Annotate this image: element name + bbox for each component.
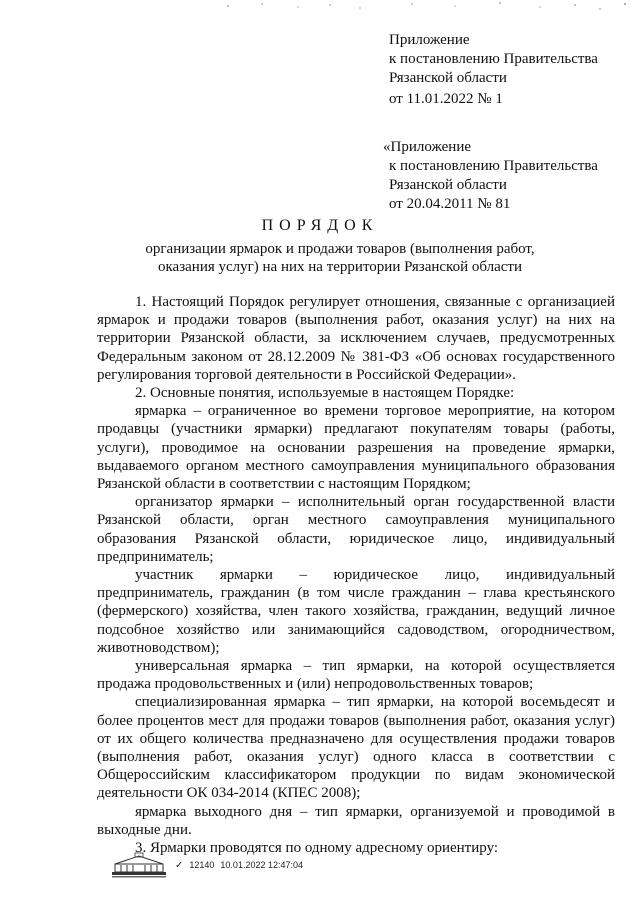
- document-body: [97, 293, 615, 857]
- appendix-current-line2: к постановлению Правительства: [389, 51, 598, 67]
- appendix-current-line3: Рязанской области: [389, 70, 507, 86]
- appendix-current-line4: от 11.01.2022 № 1: [389, 91, 503, 107]
- stamp-mark: ✓: [175, 859, 184, 871]
- subtitle-line2: оказания услуг) на них на территории Рязанской области: [157, 259, 522, 275]
- stamp-number: 12140: [189, 860, 215, 870]
- definition-organizer: организатор ярмарки – исполнительный орган государственной власти Рязанской области, орган местного самоуправления муниципального образования Рязанской области, юридическое лицо, индивидуальный предприниматель;: [97, 494, 615, 565]
- paragraph-1: 1. Настоящий Порядок регулирует отношения, связанные с организацией ярмарок и продажи товаров (выполнения работ, оказания услуг) на них на территории Рязанской области, за исключением случаев, предусмотренных Федеральным законом от 28.12.2009 № 381-ФЗ «Об основах государственного регулирования торговой деятельности в Российской Федерации».: [97, 294, 615, 383]
- appendix-original-line2: к постановлению Правительства: [389, 158, 598, 174]
- definition-participant: участник ярмарки – юридическое лицо, индивидуальный предприниматель, гражданин (в том числе гражданин – глава крестьянского (фермерского) хозяйства, член такого хозяйства, гражданин, ведущий личное подсобное хозяйство или занимающийся садоводством, огородничеством, животноводством);: [97, 567, 615, 656]
- registration-stamp: [111, 852, 303, 878]
- paragraph-3: 3. Ярмарки проводятся по одному адресному ориентиру:: [135, 840, 499, 857]
- appendix-original-line1: «Приложение: [383, 139, 472, 155]
- definition-weekend-fair: ярмарка выходного дня – тип ярмарки, организуемой и проводимой в выходные дни.: [97, 803, 615, 838]
- subtitle-line1: организации ярмарок и продажи товаров (выполнения работ,: [145, 241, 535, 257]
- definition-universal-fair: универсальная ярмарка – тип ярмарки, на которой осуществляется продажа продовольственных и (или) непродовольственных товаров;: [97, 658, 615, 693]
- appendix-current-line1: Приложение: [389, 32, 470, 48]
- appendix-original-line3: Рязанской области: [389, 177, 507, 193]
- paragraph-2: 2. Основные понятия, используемые в настоящем Порядке:: [135, 385, 515, 402]
- document-subtitle: [0, 240, 640, 276]
- appendix-original: [383, 138, 598, 214]
- appendix-original-line4: от 20.04.2011 № 81: [389, 196, 511, 212]
- stamp-datetime: 10.01.2022 12:47:04: [220, 860, 303, 870]
- definition-specialized-fair: специализированная ярмарка – тип ярмарки, на которой восемьдесят и более процентов мест для продажи товаров (выполнения работ, оказания услуг) от их общего количества предназначено для осуществления продажи товаров (выполнения работ, оказания услуг) одного класса в соответствии с Общероссийским классификатором продукции по видам экономической деятельности ОК 034-2014 (КПЕС 2008);: [97, 694, 615, 802]
- appendix-current: [389, 31, 598, 109]
- document-title: ПОРЯДОК: [261, 217, 379, 234]
- scan-noise-top: [0, 0, 640, 20]
- definition-fair: ярмарка – ограниченное во времени торговое мероприятие, на котором продавцы (участники ярмарки) предлагают покупателям товары (работы, услуги), проводимое на основании разрешения на проведение ярмарки, выдаваемого органом местного самоуправления муниципального образования Рязанской области в соответствии с настоящим Порядком;: [97, 403, 615, 493]
- government-building-icon: [111, 852, 167, 878]
